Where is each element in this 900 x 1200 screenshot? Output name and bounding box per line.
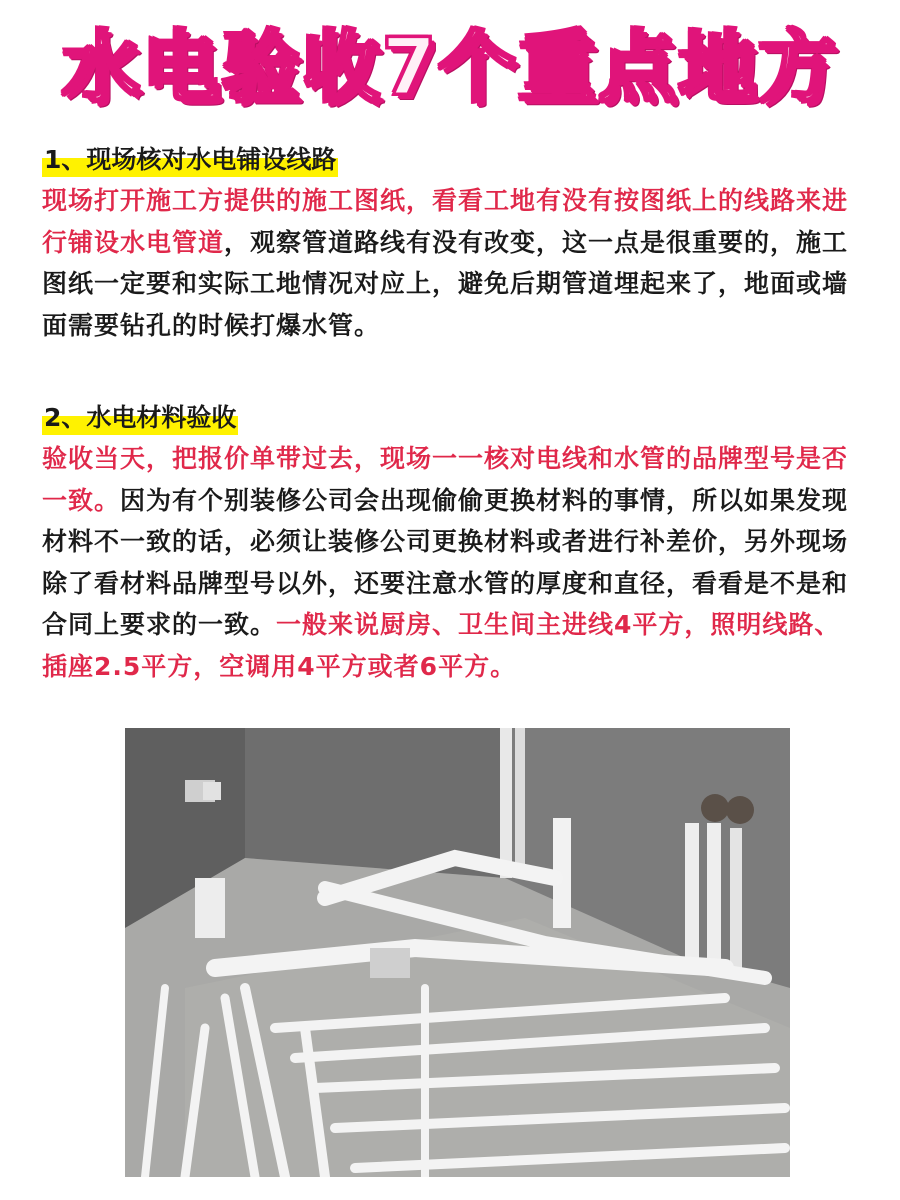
plumbing-photo [125,728,790,1177]
section-2-spec-text: 一般来说厨房、卫生间主进线4平方，照明线路、插座2.5平方，空调用4平方或者6平方。 [42,610,841,681]
section-1-body-text: ，观察管道路线有没有改变，这一点是很重要的，施工图纸一定要和实际工地情况对应上，避免后期管道埋起来了，地面或墙面需要钻孔的时候打爆水管。 [42,227,849,340]
section-1 [42,140,862,346]
page-title: 水电验收7个重点地方 [61,23,839,113]
section-2-heading: 2、水电材料验收 [42,398,238,438]
section-1-paragraph [42,180,862,346]
section-1-heading: 1、现场核对水电铺设线路 [42,140,338,180]
section-1-highlight-text: 现场打开施工方提供的施工图纸，看看工地有没有按图纸上的线路来进行铺设水电管道 [42,186,849,257]
section-2-body-text: 因为有个别装修公司会出现偷偷更换材料的事情，所以如果发现材料不一致的话，必须让装修公司更换材料或者进行补差价，另外现场除了看材料品牌型号以外，还要注意水管的厚度和直径，看看是不是和合同上要求的一致。 [42,485,849,639]
pipes-illustration [125,728,790,1177]
article-body [42,140,862,687]
section-2-highlight-text: 验收当天，把报价单带过去，现场一一核对电线和水管的品牌型号是否一致。 [42,444,849,515]
section-2 [42,398,862,687]
section-2-paragraph [42,438,862,687]
